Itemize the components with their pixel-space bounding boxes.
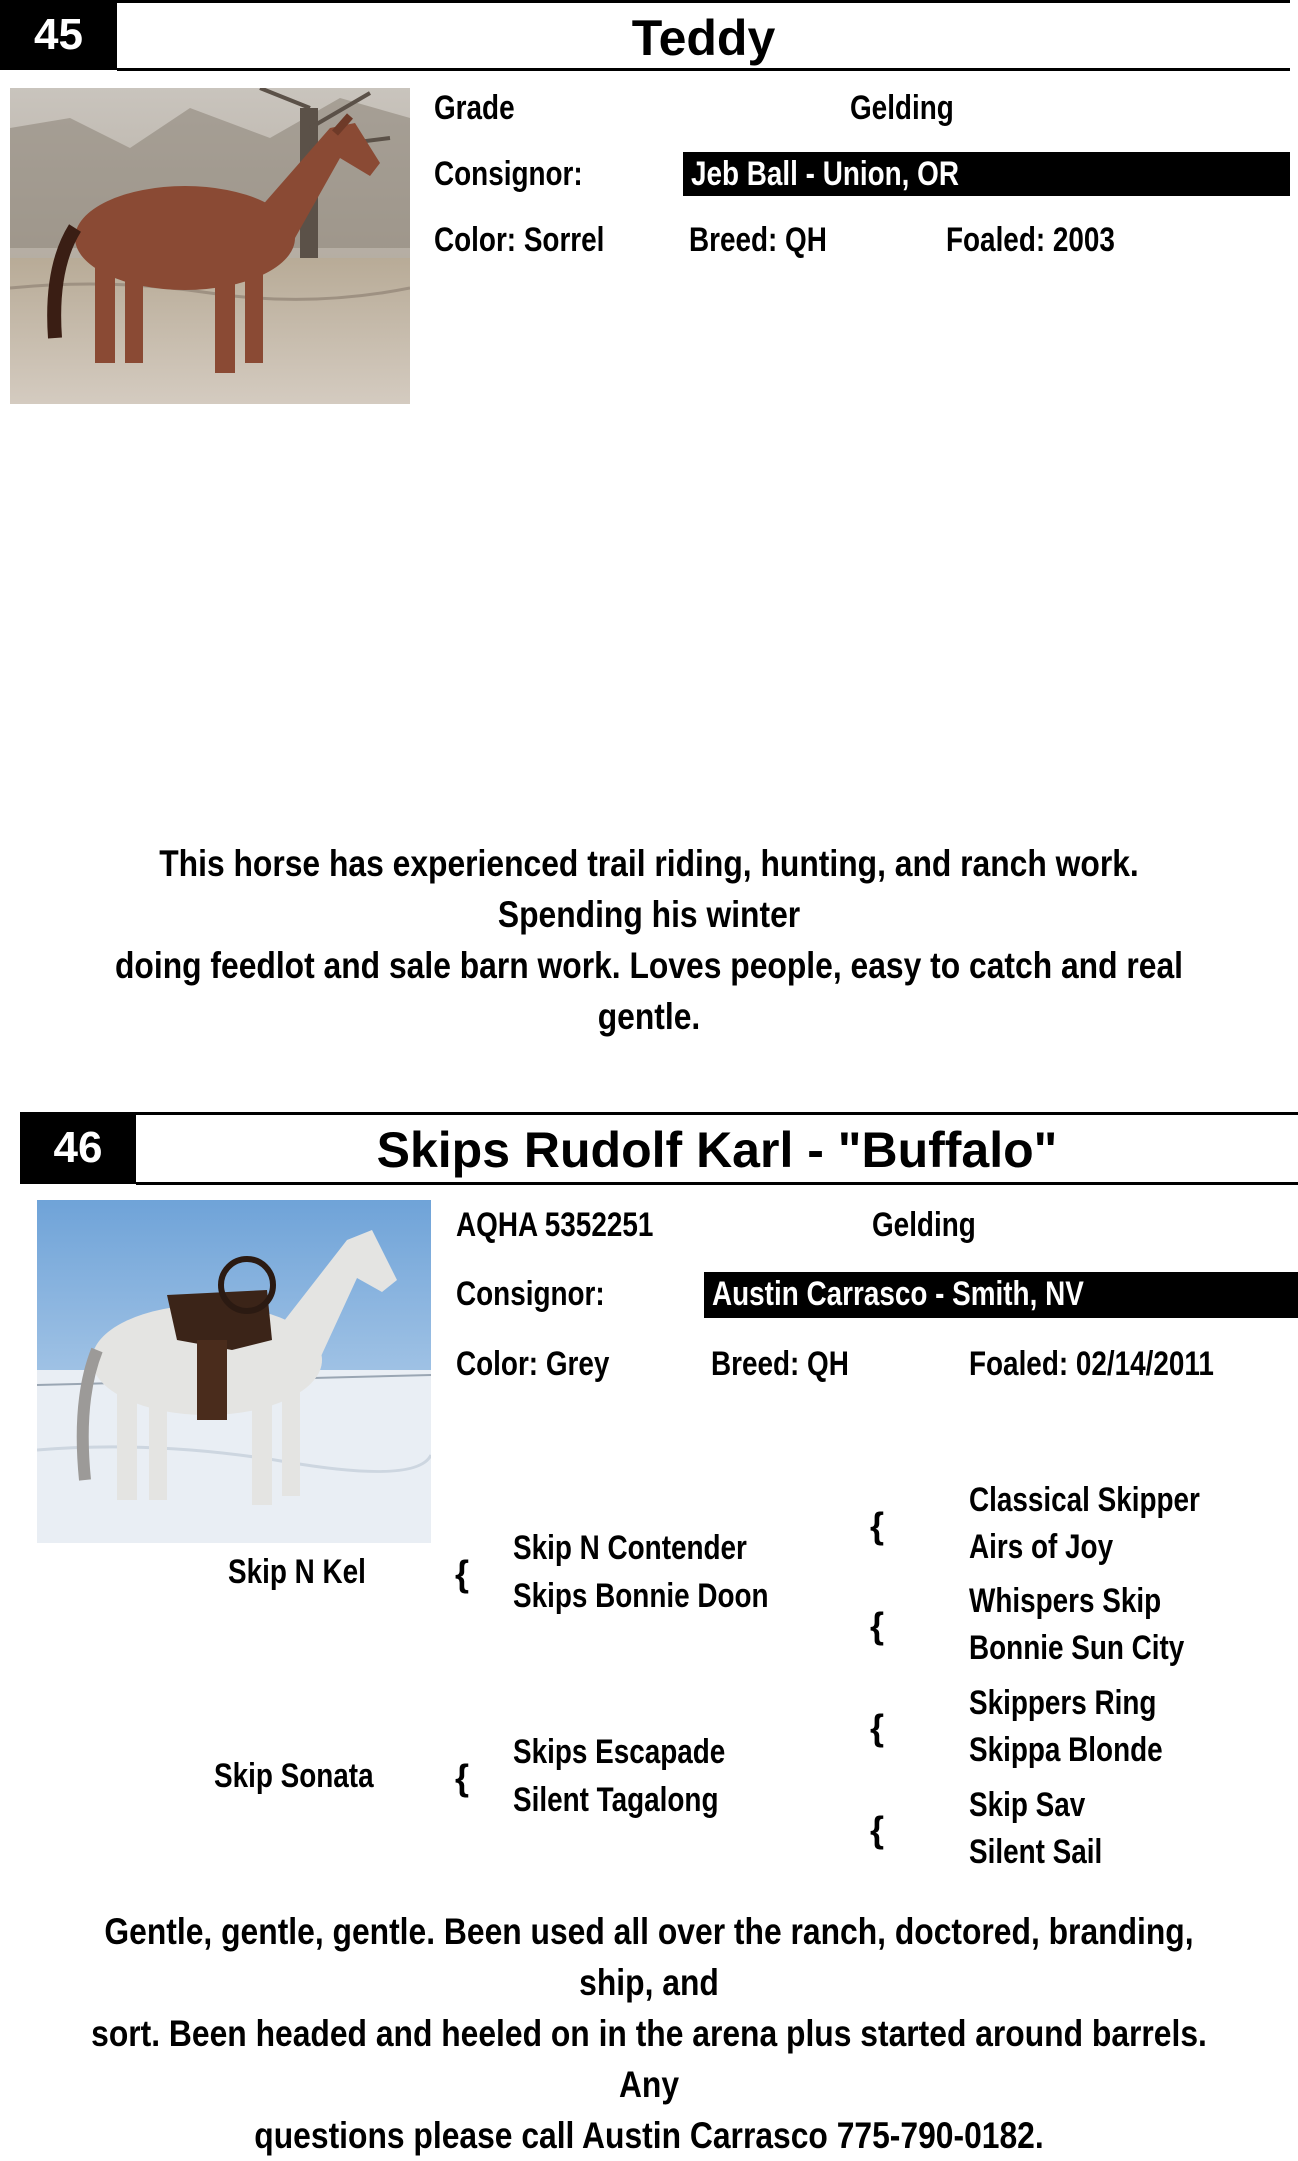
consignor-label: Consignor: — [456, 1275, 605, 1313]
color: Color: Grey — [456, 1345, 610, 1383]
breed: Breed: QH — [689, 221, 827, 259]
pedigree-ggp: Bonnie Sun City — [969, 1629, 1185, 1667]
horse-photo — [10, 88, 410, 404]
lot-number-badge — [20, 1112, 136, 1184]
pedigree-ggp: Airs of Joy — [969, 1528, 1114, 1566]
foaled: Foaled: 02/14/2011 — [969, 1345, 1214, 1383]
pedigree-ggp: Skip Sav — [969, 1786, 1086, 1824]
pedigree-ggp: Silent Sail — [969, 1833, 1103, 1871]
horse-name: Skips Rudolf Karl - "Buffalo" — [376, 1122, 1058, 1178]
pedigree-brace: { — [870, 1505, 885, 1546]
pedigree-dam: Skip Sonata — [214, 1757, 374, 1795]
pedigree-sire-dam: Skips Bonnie Doon — [513, 1577, 769, 1615]
sex: Gelding — [872, 1206, 976, 1244]
pedigree-dam-sire: Skips Escapade — [513, 1733, 726, 1771]
consignor-name: Austin Carrasco - Smith, NV — [712, 1275, 1084, 1313]
horse-name: Teddy — [631, 10, 776, 66]
pedigree-dam-dam: Silent Tagalong — [513, 1781, 719, 1819]
color: Color: Sorrel — [434, 221, 605, 259]
pedigree-ggp: Whispers Skip — [969, 1582, 1162, 1620]
pedigree-ggp: Skippers Ring — [969, 1684, 1157, 1722]
consignor-label: Consignor: — [434, 155, 583, 193]
lot-number-badge — [0, 0, 117, 70]
pedigree-ggp: Classical Skipper — [969, 1481, 1200, 1519]
description-line: This horse has experienced trail riding, hunting, and ranch work. Spending his winter — [159, 843, 1139, 935]
consignor-name: Jeb Ball - Union, OR — [691, 155, 959, 193]
lot-number: 46 — [53, 1123, 103, 1172]
description-line: questions please call Austin Carrasco 775-790-0182. — [254, 2115, 1044, 2156]
consignor-bar — [704, 1272, 1298, 1318]
pedigree-sire-sire: Skip N Contender — [513, 1529, 747, 1567]
pedigree-brace: { — [870, 1809, 885, 1850]
pedigree-brace: { — [455, 1553, 470, 1594]
lot-number: 45 — [34, 10, 83, 59]
lot-title-bar — [117, 0, 1290, 71]
breed: Breed: QH — [711, 1345, 849, 1383]
consignor-bar — [683, 152, 1290, 196]
description-line: Gentle, gentle, gentle. Been used all over the ranch, doctored, branding, ship, and — [104, 1911, 1194, 2003]
description-line: sort. Been headed and heeled on in the arena plus started around barrels. Any — [91, 2013, 1207, 2105]
pedigree-brace: { — [870, 1707, 885, 1748]
pedigree-ggp: Skippa Blonde — [969, 1731, 1163, 1769]
lot-title-bar — [136, 1112, 1298, 1185]
description-line: doing feedlot and sale barn work. Loves people, easy to catch and real gentle. — [114, 945, 1184, 1037]
pedigree-sire: Skip N Kel — [228, 1553, 366, 1591]
description — [91, 838, 1207, 1042]
registration: Grade — [434, 89, 515, 127]
description — [91, 1906, 1207, 2161]
horse-photo — [37, 1200, 431, 1543]
foaled: Foaled: 2003 — [946, 221, 1115, 259]
pedigree-brace: { — [870, 1605, 885, 1646]
sex: Gelding — [850, 89, 954, 127]
pedigree-brace: { — [455, 1757, 470, 1798]
registration: AQHA 5352251 — [456, 1206, 654, 1244]
